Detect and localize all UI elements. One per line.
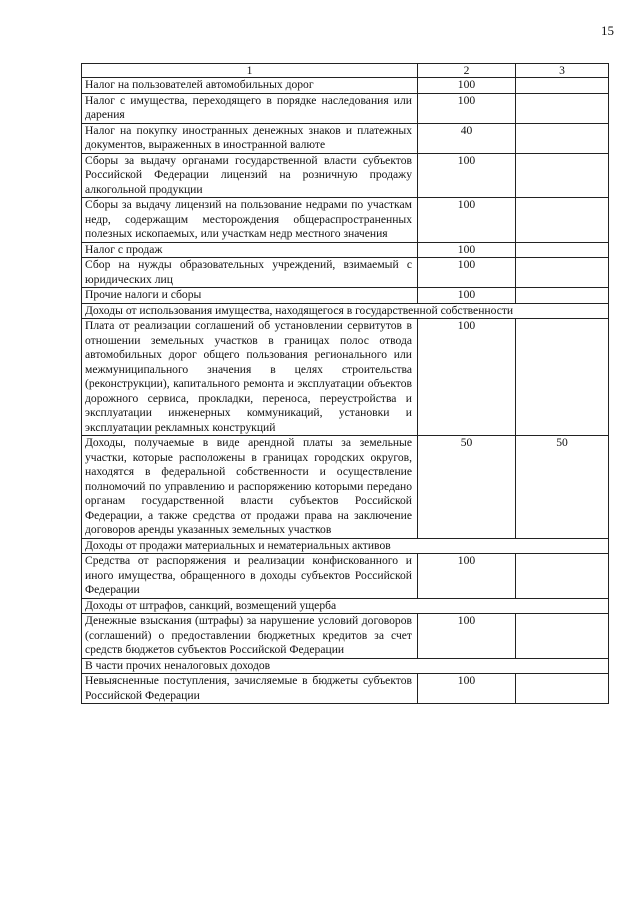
table-row <box>82 242 609 258</box>
row-value-col3: 50 <box>516 436 609 539</box>
page-number: 15 <box>601 23 614 38</box>
table-row <box>82 258 609 288</box>
table-row <box>82 674 609 704</box>
row-value-col2: 100 <box>418 319 516 436</box>
column-header-1: 1 <box>82 64 418 78</box>
row-name: Доходы, получаемые в виде арендной платы за земельные участки, которые расположены в границах городских округов, находятся в федеральной собственности и осуществление полномочий по управлению и распоряжению которыми передано органам государственной власти субъектов Российской Федерации, а также средства от продажи права на заключение договоров аренды указанных земельных участков <box>82 436 418 539</box>
row-name: Денежные взыскания (штрафы) за нарушение условий договоров (соглашений) о предоставлении бюджетных кредитов за счет средств бюджетов субъектов Российской Федерации <box>82 614 418 659</box>
row-value-col2: 100 <box>418 198 516 243</box>
row-value-col2: 50 <box>418 436 516 539</box>
row-value-col2: 100 <box>418 554 516 599</box>
row-value-col3 <box>516 242 609 258</box>
row-value-col3 <box>516 78 609 94</box>
row-value-col3 <box>516 554 609 599</box>
row-value-col3 <box>516 258 609 288</box>
section-heading-row <box>82 303 609 319</box>
row-value-col2: 40 <box>418 123 516 153</box>
table-row <box>82 554 609 599</box>
row-name: Налог с продаж <box>82 242 418 258</box>
section-heading-other: В части прочих неналоговых доходов <box>82 658 609 674</box>
row-name: Налог на пользователей автомобильных дорог <box>82 78 418 94</box>
table-row <box>82 614 609 659</box>
row-value-col2: 100 <box>418 93 516 123</box>
revenue-distribution-table <box>81 63 609 704</box>
table-row <box>82 93 609 123</box>
section-heading-property: Доходы от использования имущества, находящегося в государственной собственности <box>82 303 609 319</box>
table-row <box>82 198 609 243</box>
row-name: Налог с имущества, переходящего в порядке наследования или дарения <box>82 93 418 123</box>
row-value-col2: 100 <box>418 242 516 258</box>
row-value-col3 <box>516 123 609 153</box>
column-header-2: 2 <box>418 64 516 78</box>
section-heading-row <box>82 658 609 674</box>
table-row <box>82 153 609 198</box>
row-name: Налог на покупку иностранных денежных знаков и платежных документов, выраженных в иностранной валюте <box>82 123 418 153</box>
row-value-col2: 100 <box>418 674 516 704</box>
row-name: Прочие налоги и сборы <box>82 288 418 304</box>
row-name: Плата от реализации соглашений об установлении сервитутов в отношении земельных участков в границах полос отвода автомобильных дорог общего пользования регионального или межмуниципального значения в целях строительства (реконструкции), капитального ремонта и эксплуатации объектов дорожного сервиса, прокладки, переноса, переустройства и эксплуатации инженерных коммуникаций, установки и эксплуатации рекламных конструкций <box>82 319 418 436</box>
row-value-col3 <box>516 198 609 243</box>
row-value-col2: 100 <box>418 258 516 288</box>
row-value-col3 <box>516 288 609 304</box>
row-value-col3 <box>516 93 609 123</box>
row-value-col2: 100 <box>418 78 516 94</box>
row-value-col3 <box>516 674 609 704</box>
table-row <box>82 78 609 94</box>
row-value-col3 <box>516 153 609 198</box>
column-header-3: 3 <box>516 64 609 78</box>
row-value-col2: 100 <box>418 288 516 304</box>
row-name: Сборы за выдачу лицензий на пользование недрами по участкам недр, содержащим месторождения общераспространенных полезных ископаемых, или участкам недр местного значения <box>82 198 418 243</box>
row-name: Сборы за выдачу органами государственной власти субъектов Российской Федерации лицензий на розничную продажу алкогольной продукции <box>82 153 418 198</box>
row-name: Сбор на нужды образовательных учреждений, взимаемый с юридических лиц <box>82 258 418 288</box>
section-heading-fines: Доходы от штрафов, санкций, возмещений ущерба <box>82 598 609 614</box>
table-header-row <box>82 64 609 78</box>
row-value-col2: 100 <box>418 153 516 198</box>
row-value-col3 <box>516 319 609 436</box>
table-row <box>82 319 609 436</box>
table-row <box>82 436 609 539</box>
row-name: Средства от распоряжения и реализации конфискованного и иного имущества, обращенного в доходы субъектов Российской Федерации <box>82 554 418 599</box>
row-value-col3 <box>516 614 609 659</box>
table-row <box>82 123 609 153</box>
row-name: Невыясненные поступления, зачисляемые в бюджеты субъектов Российской Федерации <box>82 674 418 704</box>
section-heading-row <box>82 538 609 554</box>
table-row <box>82 288 609 304</box>
row-value-col2: 100 <box>418 614 516 659</box>
section-heading-row <box>82 598 609 614</box>
section-heading-sales: Доходы от продажи материальных и нематериальных активов <box>82 538 609 554</box>
